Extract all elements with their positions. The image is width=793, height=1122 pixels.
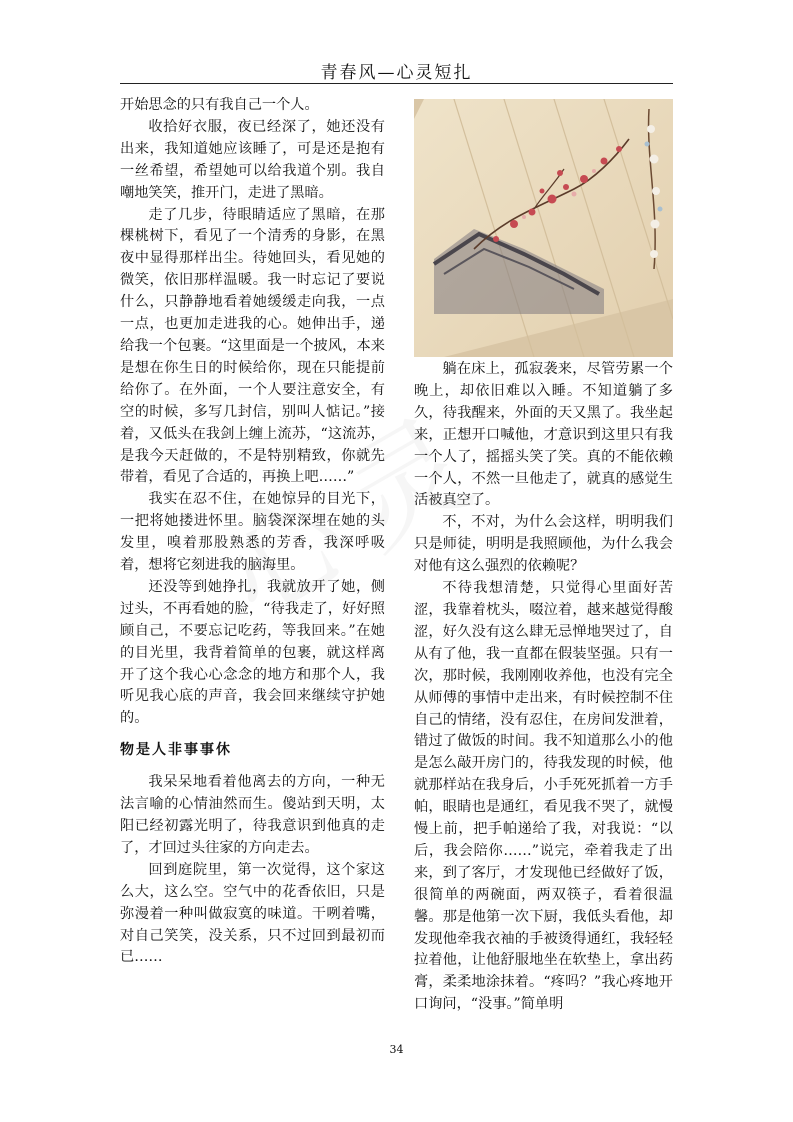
paragraph: 回到庭院里，第一次觉得，这个家这么大，这么空。空气中的花香依旧，只是弥漫着一种叫做寂寞的味道。干咧着嘴，对自己笑笑，没关系，只不过回到最初而已…… xyxy=(120,861,385,966)
right-column-text xyxy=(414,359,673,1016)
illustration-plum-blossom-letters xyxy=(414,99,673,357)
header-rule xyxy=(120,83,673,84)
paragraph: 躺在床上，孤寂袭来，尽管劳累一个晚上，却依旧难以入睡。不知道躺了多久，待我醒来，外面的天又黑了。我坐起来，正想开口喊他，才意识到这里只有我一个人了，摇摇头笑了笑。真的不能依赖一个人，不然一旦他走了，就真的感觉生活被真空了。 xyxy=(414,361,673,509)
paragraph: 走了几步，待眼睛适应了黑暗，在那棵桃树下，看见了一个清秀的身影，在黑夜中显得那样出尘。待她回头，看见她的微笑，依旧那样温暖。我一时忘记了要说什么，只静静地看着她缓缓走向我，一点一点，也更加走进我的心。她伸出手，递给我一个包裹。“这里面是一个披风，本来是想在你生日的时候给你，现在只能提前给你了。在外面，一个人要注意安全，有空的时候，多写几封信，别叫人惦记。”接着，又低头在我剑上缠上流苏，“这流苏，是我今天赶做的，不是特别精致，你就先带着，看见了合适的，再换上吧……” xyxy=(120,206,385,486)
paragraph: 不待我想清楚，只觉得心里面好苦涩，我靠着枕头，啜泣着，越来越觉得酸涩，好久没有这么肆无忌惮地哭过了，自从有了他，我一直都在假装坚强。只有一次，那时候，我刚刚收养他，也没有完全从师傅的事情中走出来，有时候控制不住自己的情绪，没有忍住，在房间发泄着，错过了做饭的时间。我不知道那么小的他是怎么敲开房门的，待我发现的时候，他就那样站在我身后，小手死死抓着一方手帕，眼睛也是通红，看见我不哭了，就慢慢上前，把手帕递给了我，对我说：“以后，我会陪你……”说完，牵着我走了出来，到了客厅，才发现他已经做好了饭，很简单的两碗面，两双筷子，看着很温馨。那是他第一次下厨，我低头看他，却发现他牵我衣袖的手被烫得通红，我轻轻拉着他，让他舒服地坐在软垫上，拿出药膏，柔柔地涂抹着。“疼吗？”我心疼地开口询问，“没事。”简单明 xyxy=(414,580,673,1013)
header-title: 青春风—心灵短扎 xyxy=(320,63,473,83)
illustration-graphic xyxy=(414,99,673,357)
left-column xyxy=(120,95,385,969)
paragraph: 收拾好衣服，夜已经深了，她还没有出来，我知道她应该睡了，可是还是抱有一丝希望，希望她可以给我道个别。我自嘲地笑笑，推开门，走进了黑暗。 xyxy=(120,118,385,201)
paragraph: 不，不对，为什么会这样，明明我们只是师徒，明明是我照顾他，为什么我会对他有这么强烈的依赖呢？ xyxy=(414,514,673,575)
page-number: 34 xyxy=(389,1043,404,1056)
paragraph: 我呆呆地看着他离去的方向，一种无法言喻的心情油然而生。傻站到天明，太阳已经初露光明了，待我意识到他真的走了，才回过头往家的方向走去。 xyxy=(120,774,385,856)
paragraph: 开始思念的只有我自己一个人。 xyxy=(120,97,319,113)
section-title: 物是人非事事休 xyxy=(120,742,232,759)
paragraph: 还没等到她挣扎，我就放开了她，侧过头，不再看她的脸，“待我走了，好好照顾自己，不要忘记吃药，等我回来。”在她的目光里，我背着简单的包裹，就这样离开了这个我心心念念的地方和那个人，我听见我心底的声音，我会回来继续守护她的。 xyxy=(120,578,385,727)
paragraph: 我实在忍不住，在她惊异的目光下，一把将她搂进怀里。脑袋深深埋在她的头发里，嗅着那股熟悉的芳香，我深呼吸着，想将它刻进我的脑海里。 xyxy=(120,491,385,574)
